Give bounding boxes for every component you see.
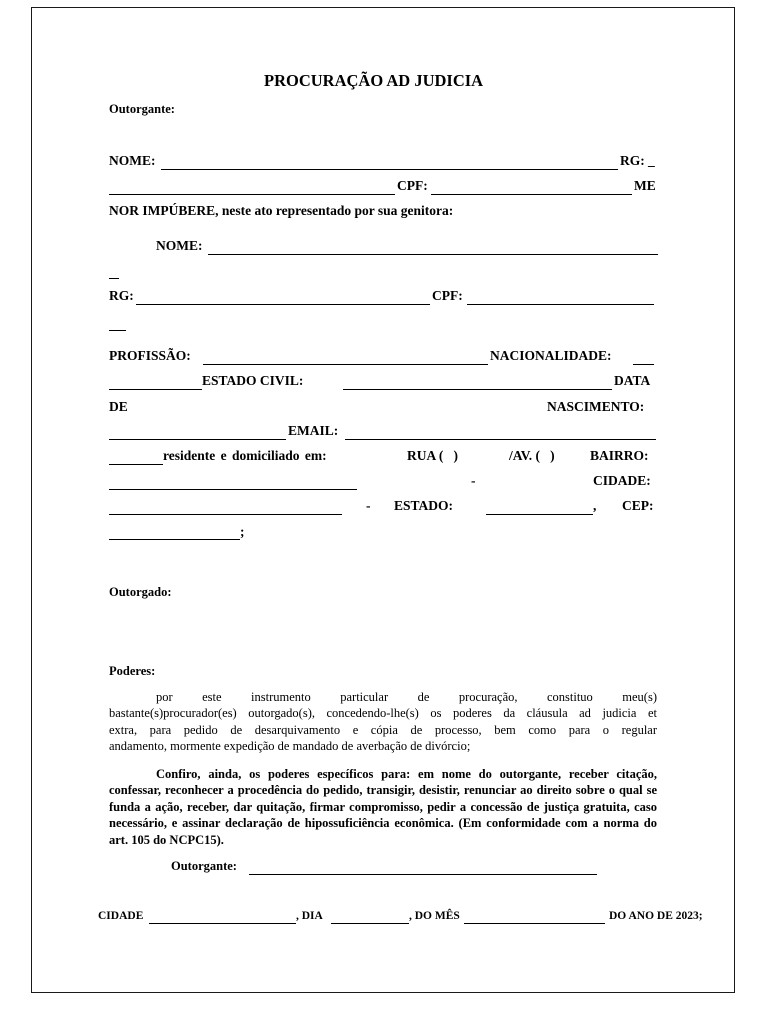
av-label: /AV. ( ) <box>509 448 555 463</box>
poderes-paragraph <box>109 689 657 755</box>
data-label: DATA <box>614 373 651 388</box>
outorgado-heading: Outorgado: <box>109 585 172 599</box>
poderes-heading: Poderes: <box>109 664 156 678</box>
cpf-genitora-line[interactable] <box>467 304 654 305</box>
cpf-line[interactable] <box>431 194 632 195</box>
cidade-line[interactable] <box>109 514 342 515</box>
profissao-line[interactable] <box>203 364 488 365</box>
signature-label: Outorgante: <box>171 859 237 873</box>
outorgante-heading: Outorgante: <box>109 102 175 116</box>
cpf-genitora-line-cont <box>109 330 126 331</box>
poderes-line-1: por este instrumento particular de procuração, constituo meu(s) <box>156 690 657 704</box>
rg-genitora-line[interactable] <box>136 304 430 305</box>
email-line[interactable] <box>345 439 656 440</box>
poderes-line-2: bastante(s)procurador(es) outorgado(s), concedendo-lhe(s) os poderes da cláusula ad judicia et <box>109 706 657 721</box>
footer-ano-label: DO ANO DE 2023; <box>609 910 703 922</box>
footer-mes-label: , DO MÊS <box>409 910 460 922</box>
poderes-line-3: extra, para pedido de desarquivamento e cópia de processo, bem como para o regular <box>109 722 657 737</box>
nome-genitora-line[interactable] <box>208 254 658 255</box>
cep-line[interactable] <box>109 539 240 540</box>
poderes-line-4: andamento, mormente expedição de mandado de averbação de divórcio; <box>109 739 471 754</box>
rg-line[interactable] <box>109 194 395 195</box>
de-label: DE <box>109 399 128 414</box>
bairro-line[interactable] <box>109 489 357 490</box>
cpf-genitora-label: CPF: <box>432 288 463 303</box>
profissao-label: PROFISSÃO: <box>109 348 191 363</box>
nacionalidade-line-cont[interactable] <box>109 389 202 390</box>
bairro-label: BAIRRO: <box>590 448 649 463</box>
footer-cidade-line[interactable] <box>149 923 296 924</box>
residente-label: residente e domiciliado em: <box>163 448 327 463</box>
rg-label: RG: <box>620 153 645 168</box>
footer-dia-line[interactable] <box>331 923 409 924</box>
footer-cidade-label: CIDADE <box>98 910 144 922</box>
confiro-paragraph: Confiro, ainda, os poderes específicos para: em nome do outorgante, receber citação, confessar, reconhecer a procedência do pedido, transigir, desistir, renunciar ao direito sobre o qual se funda a ação, receber, dar quitação, firmar compromisso, pedir a concessão de justiça gratuita, caso necessário, e assinar declaração de hipossuficiência econômica. (Em conformidade com a norma do art. 105 do NCPC15). <box>109 767 657 847</box>
nacionalidade-label: NACIONALIDADE: <box>490 348 612 363</box>
rg-genitora-label: RG: <box>109 288 134 303</box>
estado-civil-label: ESTADO CIVIL: <box>202 373 304 388</box>
signature-line[interactable] <box>249 874 597 875</box>
cpf-label: CPF: <box>397 178 428 193</box>
nascimento-line[interactable] <box>109 439 286 440</box>
estado-label: ESTADO: <box>394 498 454 513</box>
rua-label: RUA ( ) <box>407 448 458 463</box>
nome-line[interactable] <box>161 169 618 170</box>
nome-genitora-label: NOME: <box>156 238 203 253</box>
document-title: PROCURAÇÃO AD JUDICIA <box>264 71 484 90</box>
email-line-cont[interactable] <box>109 464 163 465</box>
footer-mes-line[interactable] <box>464 923 605 924</box>
estado-civil-line[interactable] <box>343 389 612 390</box>
nome-label: NOME: <box>109 153 156 168</box>
comma-sep: , <box>593 498 597 513</box>
nascimento-label: NASCIMENTO: <box>547 399 645 414</box>
menor-impubere-line: NOR IMPÚBERE, neste ato representado por sua genitora: <box>109 203 454 218</box>
dash-2: - <box>366 498 371 513</box>
dash-1: - <box>471 473 476 488</box>
cidade-label: CIDADE: <box>593 473 651 488</box>
email-label: EMAIL: <box>288 423 339 438</box>
footer-dia-label: , DIA <box>296 910 323 922</box>
menor-prefix: ME <box>634 178 656 193</box>
cep-semicolon: ; <box>240 524 245 539</box>
estado-line[interactable] <box>486 514 593 515</box>
nome-genitora-line-cont <box>109 278 119 279</box>
nacionalidade-line[interactable] <box>633 364 654 365</box>
rg-tail: _ <box>648 153 655 168</box>
cep-label: CEP: <box>622 498 654 513</box>
